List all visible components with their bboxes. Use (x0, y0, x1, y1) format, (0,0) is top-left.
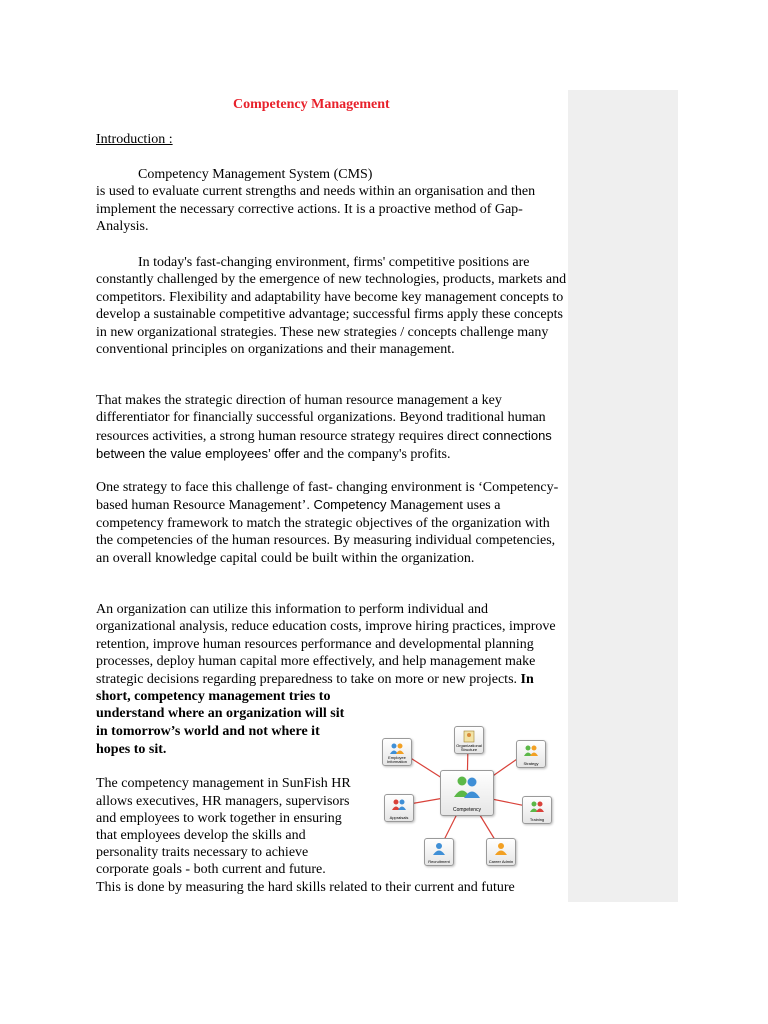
document-title: Competency Management (233, 97, 390, 112)
paragraph-one-strategy (96, 479, 568, 567)
p6-line3: and employees to work together in ensuring (96, 811, 342, 826)
p6-line1: The competency management in SunFish HR (96, 776, 351, 791)
people-icon (453, 775, 481, 799)
p5-part-a: An organization can utilize this information to perform individual and organizational analysis, reduce education costs, improve hiring practices, improve retention, improve human resources performance and developmental planning processes, deploy human capital more effectively, and help management make strategic decisions regarding preparedness to take on more or new projects. (96, 602, 556, 687)
node-strategy: Strategy (516, 740, 546, 768)
cms-line1: Competency Management System (CMS) (138, 167, 373, 182)
strategy-icon (524, 744, 538, 757)
paragraph-environment: In today's fast-changing environment, firms' competitive positions are constantly challenged by the emergence of new technologies, products, markets and competitors. Flexibility and adaptability have become key management concepts to develop a sustainable competitive advantage; successful firms apply these concepts in new organizational strategies. These new strategies / concepts challenge many conventional principles on organizations and their management. (96, 255, 567, 358)
p5-bold-line2: understand where an organization will sit (96, 706, 345, 721)
p4-part-b: . Competency (306, 497, 387, 513)
node-organizational-structure: Organizational Structure (454, 726, 484, 754)
p6-line4: that employees develop the skills and (96, 828, 306, 843)
recruitment-icon (432, 842, 446, 855)
p4-part-a: One strategy to face this challenge of fast- changing environment is ‘Competency- based human Resource Management’ (96, 480, 559, 514)
competency-center-node (440, 770, 494, 816)
paragraph-strategic-direction (96, 392, 568, 464)
career-admin-icon (494, 842, 508, 855)
appraisals-icon (392, 798, 406, 811)
node-training: Training (522, 796, 552, 824)
p3-part-a: That makes the strategic direction of human resource management a key differentiator for financially successful organizations. Beyond traditional human resources activities, a strong human resource strategy requires direct (96, 393, 546, 444)
employee-icon (390, 742, 404, 755)
p5-bold-1: In short, competency management tries to (96, 671, 534, 705)
p3-part-b: connections between the value employees’ offer (96, 427, 552, 462)
p5-bold-line4: hopes to sit. (96, 742, 167, 757)
node-employee-information: Employee Information (382, 738, 412, 766)
cms-rest: is used to evaluate current strengths and needs within an organisation and then implement the necessary corrective actions. It is a proactive method of Gap-Analysis. (96, 184, 536, 235)
center-label: Competency (452, 807, 482, 813)
training-icon (530, 800, 544, 813)
node-appraisals: Appraisals (384, 794, 414, 822)
p4-part-c: Management uses a competency framework to match the strategic objectives of the organization with the competencies of the human resources. By measuring individual competencies, an overall knowledge capital could be built within the organization. (96, 498, 556, 566)
p6-line2: allows executives, HR managers, supervisors (96, 794, 350, 809)
org-structure-icon (462, 730, 476, 743)
comment-margin-pane (568, 90, 678, 902)
node-recruitment: Recruitment (424, 838, 454, 866)
p6-line6: corporate goals - both current and future. (96, 862, 326, 877)
intro-heading: Introduction : (96, 132, 173, 147)
p6-line7: This is done by measuring the hard skills related to their current and future (96, 880, 515, 895)
p5-bold-line3: in tomorrow’s world and not where it (96, 724, 320, 739)
node-career-admin: Career Admin (486, 838, 516, 866)
p3-part-c: and the company's profits. (299, 447, 451, 463)
paragraph-cms (96, 166, 568, 236)
paragraph-utilize (96, 601, 568, 705)
p6-line5: personality traits necessary to achieve (96, 845, 309, 860)
competency-diagram (378, 724, 556, 872)
